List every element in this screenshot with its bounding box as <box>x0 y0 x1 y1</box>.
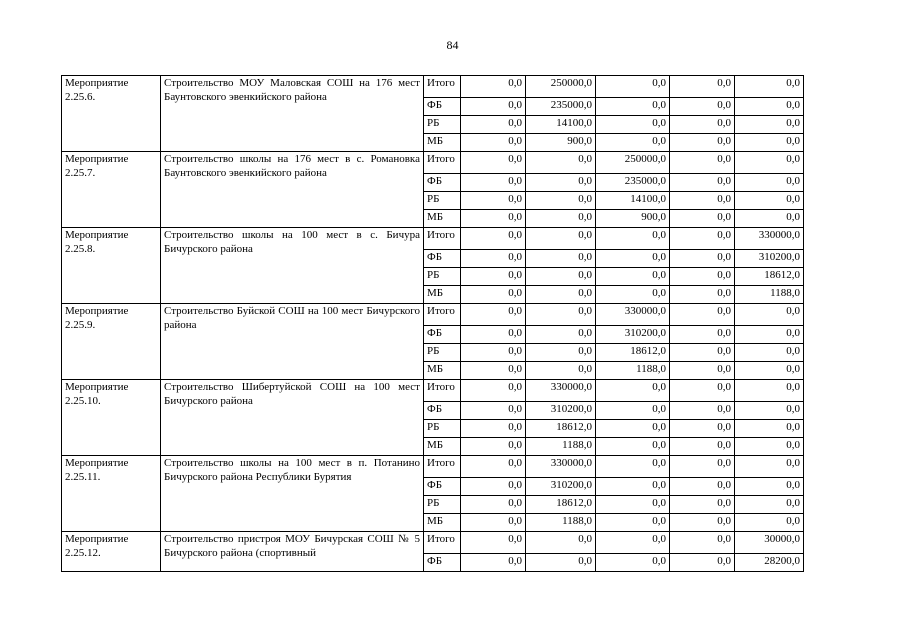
amount-cell: 900,0 <box>596 210 670 228</box>
amount-cell: 0,0 <box>596 554 670 572</box>
amount-cell: 0,0 <box>596 76 670 98</box>
amount-cell: 0,0 <box>670 554 735 572</box>
amount-cell: 1188,0 <box>735 286 804 304</box>
amount-cell: 0,0 <box>670 116 735 134</box>
amount-cell: 0,0 <box>596 286 670 304</box>
amount-cell: 0,0 <box>735 210 804 228</box>
funding-source: МБ <box>424 514 461 532</box>
amount-cell: 0,0 <box>735 76 804 98</box>
table-row <box>62 76 804 98</box>
amount-cell: 0,0 <box>461 250 526 268</box>
funding-source: ФБ <box>424 402 461 420</box>
amount-cell: 0,0 <box>461 456 526 478</box>
measure-label: Мероприятие 2.25.12. <box>62 532 161 572</box>
amount-cell: 0,0 <box>526 286 596 304</box>
amount-cell: 0,0 <box>596 98 670 116</box>
amount-cell: 0,0 <box>735 420 804 438</box>
amount-cell: 0,0 <box>670 420 735 438</box>
amount-cell: 310200,0 <box>526 478 596 496</box>
amount-cell: 330000,0 <box>596 304 670 326</box>
table-row <box>62 380 804 402</box>
amount-cell: 330000,0 <box>526 380 596 402</box>
funding-source: РБ <box>424 116 461 134</box>
amount-cell: 0,0 <box>596 532 670 554</box>
amount-cell: 0,0 <box>461 326 526 344</box>
amount-cell: 0,0 <box>526 152 596 174</box>
amount-cell: 0,0 <box>461 98 526 116</box>
amount-cell: 0,0 <box>670 304 735 326</box>
amount-cell: 0,0 <box>670 362 735 380</box>
amount-cell: 0,0 <box>461 362 526 380</box>
amount-cell: 0,0 <box>670 76 735 98</box>
amount-cell: 0,0 <box>735 192 804 210</box>
amount-cell: 0,0 <box>461 304 526 326</box>
amount-cell: 18612,0 <box>526 420 596 438</box>
table-row <box>62 304 804 326</box>
amount-cell: 0,0 <box>670 344 735 362</box>
amount-cell: 0,0 <box>670 456 735 478</box>
amount-cell: 330000,0 <box>735 228 804 250</box>
amount-cell: 0,0 <box>670 478 735 496</box>
table-row <box>62 152 804 174</box>
amount-cell: 0,0 <box>461 268 526 286</box>
funding-source: Итого <box>424 532 461 554</box>
amount-cell: 0,0 <box>526 174 596 192</box>
amount-cell: 235000,0 <box>526 98 596 116</box>
measure-label: Мероприятие 2.25.11. <box>62 456 161 532</box>
funding-source: ФБ <box>424 98 461 116</box>
amount-cell: 0,0 <box>735 116 804 134</box>
amount-cell: 14100,0 <box>526 116 596 134</box>
amount-cell: 0,0 <box>670 250 735 268</box>
measure-description: Строительство Шибертуйской СОШ на 100 мест Бичурского района <box>161 380 424 456</box>
amount-cell: 0,0 <box>596 250 670 268</box>
measure-description: Строительство МОУ Маловская СОШ на 176 мест Баунтовского эвенкийского района <box>161 76 424 152</box>
amount-cell: 0,0 <box>670 438 735 456</box>
funding-source: РБ <box>424 192 461 210</box>
funding-source: МБ <box>424 134 461 152</box>
amount-cell: 0,0 <box>461 286 526 304</box>
funding-source: Итого <box>424 152 461 174</box>
amount-cell: 0,0 <box>670 174 735 192</box>
amount-cell: 0,0 <box>735 362 804 380</box>
funding-source: Итого <box>424 228 461 250</box>
amount-cell: 1188,0 <box>526 438 596 456</box>
amount-cell: 0,0 <box>670 532 735 554</box>
measure-label: Мероприятие 2.25.8. <box>62 228 161 304</box>
amount-cell: 0,0 <box>596 420 670 438</box>
funding-source: ФБ <box>424 554 461 572</box>
page-number: 84 <box>446 38 459 52</box>
funding-source: РБ <box>424 496 461 514</box>
funding-source: РБ <box>424 268 461 286</box>
amount-cell: 0,0 <box>526 210 596 228</box>
amount-cell: 0,0 <box>670 192 735 210</box>
measure-description: Строительство школы на 100 мест в п. Потанино Бичурского района Республики Бурятия <box>161 456 424 532</box>
amount-cell: 0,0 <box>596 402 670 420</box>
budget-table-body <box>62 76 804 572</box>
amount-cell: 0,0 <box>670 98 735 116</box>
measure-description: Строительство Буйской СОШ на 100 мест Бичурского района <box>161 304 424 380</box>
table-row <box>62 532 804 554</box>
amount-cell: 14100,0 <box>596 192 670 210</box>
funding-source: МБ <box>424 210 461 228</box>
budget-table <box>61 75 804 572</box>
amount-cell: 1188,0 <box>596 362 670 380</box>
amount-cell: 310200,0 <box>526 402 596 420</box>
funding-source: РБ <box>424 420 461 438</box>
amount-cell: 0,0 <box>670 286 735 304</box>
amount-cell: 0,0 <box>461 228 526 250</box>
table-row <box>62 456 804 478</box>
amount-cell: 0,0 <box>735 134 804 152</box>
amount-cell: 28200,0 <box>735 554 804 572</box>
amount-cell: 900,0 <box>526 134 596 152</box>
measure-description: Строительство школы на 100 мест в с. Бичура Бичурского района <box>161 228 424 304</box>
amount-cell: 0,0 <box>670 228 735 250</box>
amount-cell: 0,0 <box>526 250 596 268</box>
amount-cell: 0,0 <box>461 554 526 572</box>
amount-cell: 0,0 <box>526 362 596 380</box>
amount-cell: 0,0 <box>735 326 804 344</box>
amount-cell: 0,0 <box>461 134 526 152</box>
amount-cell: 0,0 <box>461 420 526 438</box>
funding-source: ФБ <box>424 174 461 192</box>
amount-cell: 18612,0 <box>526 496 596 514</box>
amount-cell: 1188,0 <box>526 514 596 532</box>
amount-cell: 330000,0 <box>526 456 596 478</box>
measure-description: Строительство пристроя МОУ Бичурская СОШ № 5 Бичурского района (спортивный <box>161 532 424 572</box>
amount-cell: 0,0 <box>670 134 735 152</box>
amount-cell: 0,0 <box>461 210 526 228</box>
amount-cell: 0,0 <box>670 496 735 514</box>
amount-cell: 0,0 <box>670 268 735 286</box>
amount-cell: 0,0 <box>526 192 596 210</box>
amount-cell: 0,0 <box>670 326 735 344</box>
amount-cell: 0,0 <box>461 152 526 174</box>
funding-source: Итого <box>424 76 461 98</box>
amount-cell: 0,0 <box>461 192 526 210</box>
amount-cell: 0,0 <box>526 268 596 286</box>
amount-cell: 0,0 <box>670 210 735 228</box>
measure-label: Мероприятие 2.25.7. <box>62 152 161 228</box>
amount-cell: 0,0 <box>596 116 670 134</box>
amount-cell: 0,0 <box>596 134 670 152</box>
amount-cell: 310200,0 <box>735 250 804 268</box>
amount-cell: 0,0 <box>596 514 670 532</box>
amount-cell: 0,0 <box>526 228 596 250</box>
amount-cell: 0,0 <box>461 76 526 98</box>
amount-cell: 0,0 <box>461 478 526 496</box>
measure-label: Мероприятие 2.25.9. <box>62 304 161 380</box>
amount-cell: 0,0 <box>461 532 526 554</box>
amount-cell: 0,0 <box>670 514 735 532</box>
measure-label: Мероприятие 2.25.6. <box>62 76 161 152</box>
funding-source: Итого <box>424 456 461 478</box>
amount-cell: 0,0 <box>735 478 804 496</box>
funding-source: ФБ <box>424 250 461 268</box>
amount-cell: 0,0 <box>461 496 526 514</box>
amount-cell: 0,0 <box>735 456 804 478</box>
amount-cell: 0,0 <box>735 174 804 192</box>
amount-cell: 0,0 <box>526 304 596 326</box>
amount-cell: 0,0 <box>526 326 596 344</box>
amount-cell: 18612,0 <box>735 268 804 286</box>
funding-source: ФБ <box>424 478 461 496</box>
amount-cell: 0,0 <box>461 380 526 402</box>
amount-cell: 0,0 <box>735 98 804 116</box>
amount-cell: 18612,0 <box>596 344 670 362</box>
amount-cell: 0,0 <box>735 380 804 402</box>
amount-cell: 0,0 <box>735 438 804 456</box>
amount-cell: 235000,0 <box>596 174 670 192</box>
funding-source: РБ <box>424 344 461 362</box>
amount-cell: 0,0 <box>735 152 804 174</box>
amount-cell: 250000,0 <box>596 152 670 174</box>
measure-label: Мероприятие 2.25.10. <box>62 380 161 456</box>
amount-cell: 0,0 <box>596 438 670 456</box>
table-row <box>62 228 804 250</box>
amount-cell: 0,0 <box>670 152 735 174</box>
funding-source: МБ <box>424 286 461 304</box>
amount-cell: 310200,0 <box>596 326 670 344</box>
amount-cell: 250000,0 <box>526 76 596 98</box>
funding-source: МБ <box>424 438 461 456</box>
amount-cell: 0,0 <box>596 496 670 514</box>
amount-cell: 0,0 <box>735 514 804 532</box>
amount-cell: 0,0 <box>461 174 526 192</box>
amount-cell: 0,0 <box>735 402 804 420</box>
amount-cell: 0,0 <box>526 344 596 362</box>
amount-cell: 0,0 <box>461 402 526 420</box>
funding-source: МБ <box>424 362 461 380</box>
amount-cell: 0,0 <box>735 304 804 326</box>
funding-source: Итого <box>424 304 461 326</box>
amount-cell: 0,0 <box>596 478 670 496</box>
amount-cell: 0,0 <box>670 402 735 420</box>
amount-cell: 0,0 <box>461 344 526 362</box>
amount-cell: 0,0 <box>735 496 804 514</box>
amount-cell: 0,0 <box>596 456 670 478</box>
amount-cell: 0,0 <box>670 380 735 402</box>
amount-cell: 0,0 <box>735 344 804 362</box>
amount-cell: 0,0 <box>596 228 670 250</box>
amount-cell: 0,0 <box>461 514 526 532</box>
amount-cell: 0,0 <box>526 532 596 554</box>
measure-description: Строительство школы на 176 мест в с. Романовка Баунтовского эвенкийского района <box>161 152 424 228</box>
amount-cell: 0,0 <box>461 116 526 134</box>
funding-source: ФБ <box>424 326 461 344</box>
amount-cell: 0,0 <box>461 438 526 456</box>
amount-cell: 0,0 <box>526 554 596 572</box>
amount-cell: 0,0 <box>596 380 670 402</box>
funding-source: Итого <box>424 380 461 402</box>
amount-cell: 30000,0 <box>735 532 804 554</box>
amount-cell: 0,0 <box>596 268 670 286</box>
